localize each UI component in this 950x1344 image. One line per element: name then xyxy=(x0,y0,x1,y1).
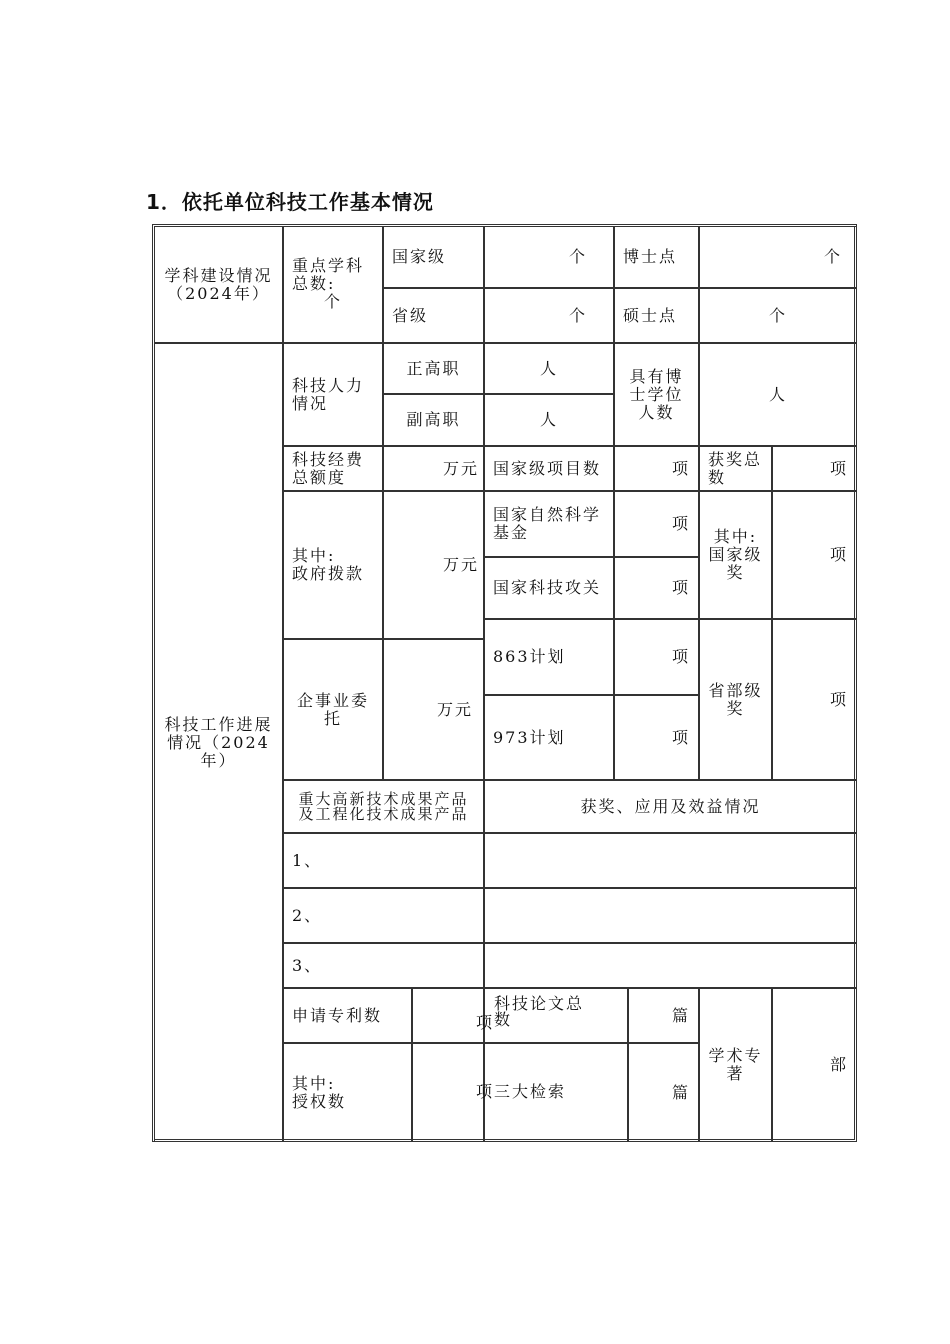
nsf-value[interactable]: 项 xyxy=(614,491,699,557)
funds-value[interactable]: 万元 xyxy=(383,446,484,491)
section-title: 1．依托单位科技工作基本情况 xyxy=(146,190,434,214)
national-label: 国家级 xyxy=(383,226,484,288)
plan973-label: 973计划 xyxy=(484,695,614,780)
gov-funding-value[interactable]: 万元 xyxy=(383,491,484,639)
national-value[interactable]: 个 xyxy=(484,226,614,288)
key-subject-unit: 个 xyxy=(323,292,342,311)
senior-label: 正高职 xyxy=(383,343,484,394)
patent-unit: 项 xyxy=(476,1013,495,1032)
patent-value[interactable] xyxy=(412,988,484,1043)
achievements-header: 重大高新技术成果产品及工程化技术成果产品 xyxy=(283,780,484,833)
plan863-label: 863计划 xyxy=(484,619,614,695)
ministerial-award-value[interactable]: 项 xyxy=(772,619,857,780)
gov-label-line2: 政府拨款 xyxy=(292,564,365,583)
benefit-row-3[interactable] xyxy=(484,943,857,988)
granted-label-line1: 其中: xyxy=(292,1073,336,1093)
plan973-value[interactable]: 项 xyxy=(614,695,699,780)
discipline-label: 学科建设情况（2024年） xyxy=(154,226,283,343)
national-award-label: 其中:国家级奖 xyxy=(699,491,772,619)
key-tech-label: 国家科技攻关 xyxy=(484,557,614,619)
provincial-value[interactable]: 个 xyxy=(484,288,614,343)
master-label: 硕士点 xyxy=(614,288,699,343)
ministerial-award-label: 省部级奖 xyxy=(699,619,772,780)
phd-label: 博士点 xyxy=(614,226,699,288)
phd-holders-label: 具有博士学位人数 xyxy=(614,343,699,446)
benefit-row-2[interactable] xyxy=(484,888,857,943)
progress-label: 科技工作进展情况（2024年） xyxy=(154,343,283,1142)
papers-label: 科技论文总数 xyxy=(494,994,585,1029)
national-projects-value[interactable]: 项 xyxy=(614,446,699,491)
key-tech-value[interactable]: 项 xyxy=(614,557,699,619)
granted-unit: 项 xyxy=(476,1082,495,1101)
achievement-row-1[interactable]: 1、 xyxy=(283,833,484,888)
achievement-row-3[interactable]: 3、 xyxy=(283,943,484,988)
master-value[interactable]: 个 xyxy=(699,288,857,343)
patent-label: 申请专利数 xyxy=(283,988,412,1043)
granted-value[interactable] xyxy=(412,1043,484,1142)
awards-total-value[interactable]: 项 xyxy=(772,446,857,491)
enterprise-label: 企事业委托 xyxy=(283,639,383,780)
vice-senior-label: 副高职 xyxy=(383,394,484,446)
benefits-header: 获奖、应用及效益情况 xyxy=(484,780,857,833)
phd-holders-value[interactable]: 人 xyxy=(699,343,857,446)
vice-senior-value[interactable]: 人 xyxy=(484,394,614,446)
achievement-row-2[interactable]: 2、 xyxy=(283,888,484,943)
provincial-label: 省级 xyxy=(383,288,484,343)
manpower-label: 科技人力情况 xyxy=(283,343,383,446)
awards-total-label: 获奖总数 xyxy=(699,446,772,491)
funds-label: 科技经费总额度 xyxy=(283,446,383,491)
national-award-value[interactable]: 项 xyxy=(772,491,857,619)
gov-label-line1: 其中: xyxy=(292,546,336,565)
monograph-label: 学术专著 xyxy=(699,988,772,1142)
enterprise-value[interactable]: 万元 xyxy=(383,639,484,780)
monograph-value[interactable]: 部 xyxy=(772,988,857,1142)
key-subject-label: 重点学科总数: xyxy=(292,256,365,293)
gov-funding-label xyxy=(283,491,383,639)
granted-label xyxy=(283,1043,412,1142)
key-subject-cell xyxy=(283,226,383,343)
nsf-label: 国家自然科学基金 xyxy=(484,491,614,557)
granted-label-line2: 授权数 xyxy=(292,1091,347,1111)
phd-value[interactable]: 个 xyxy=(699,226,857,288)
index-label: 三大检索 xyxy=(494,1082,567,1101)
benefit-row-1[interactable] xyxy=(484,833,857,888)
papers-value[interactable]: 篇 xyxy=(628,988,699,1043)
national-projects-label: 国家级项目数 xyxy=(484,446,614,491)
index-value[interactable]: 篇 xyxy=(628,1043,699,1142)
senior-value[interactable]: 人 xyxy=(484,343,614,394)
plan863-value[interactable]: 项 xyxy=(614,619,699,695)
